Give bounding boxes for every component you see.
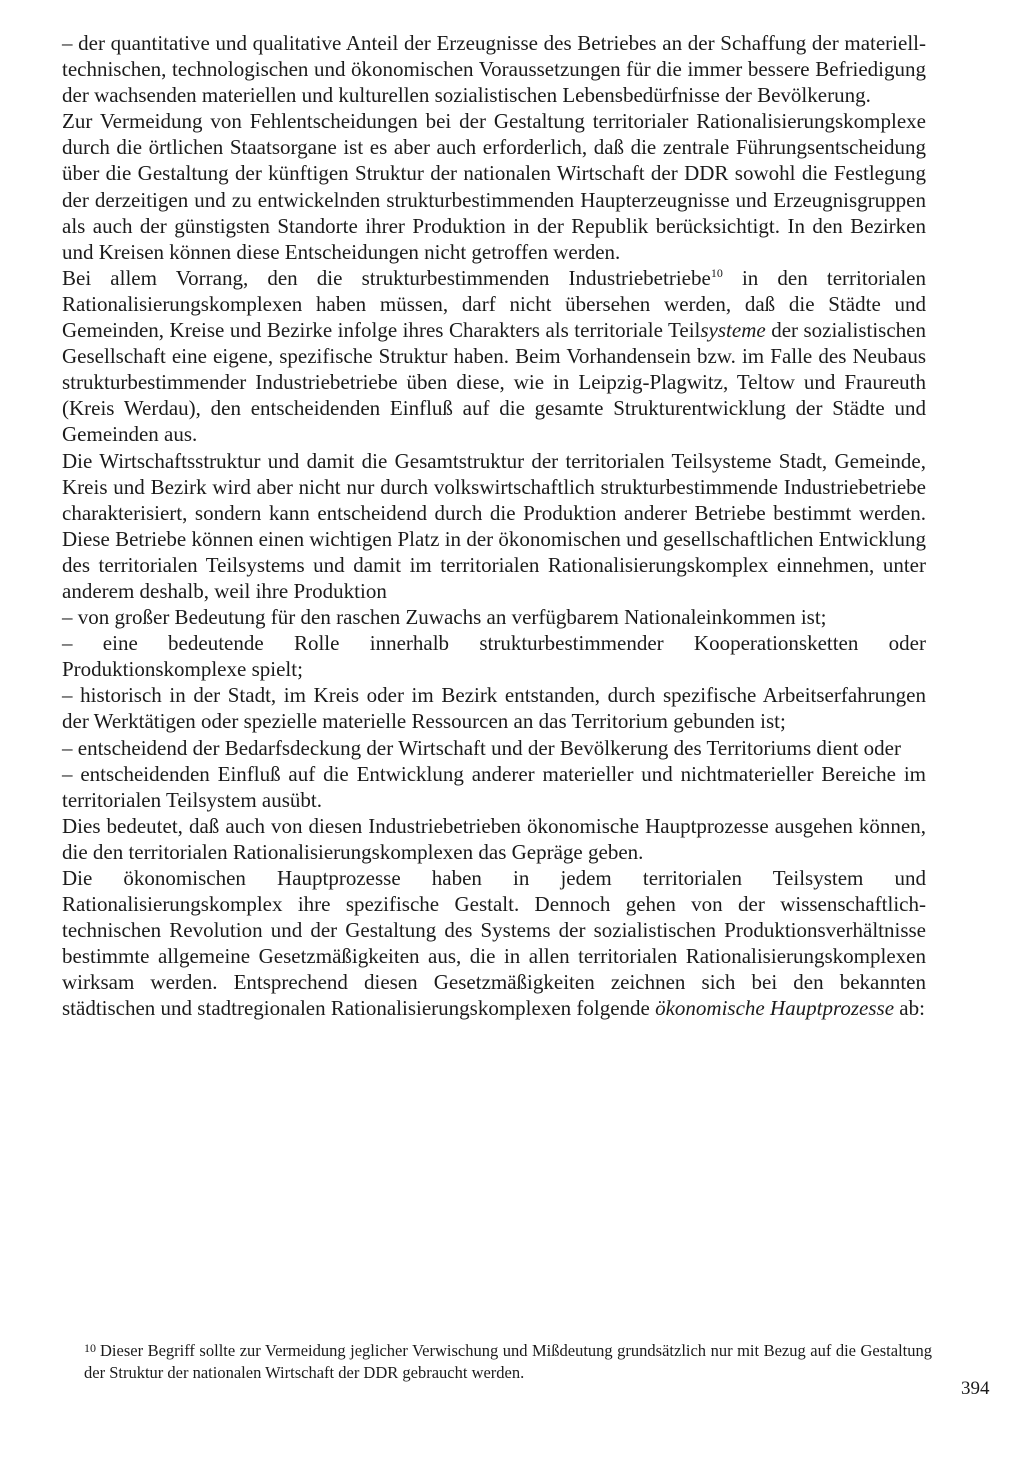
footnote-text: Dieser Begriff sollte zur Vermeidung jeglicher Verwischung und Mißdeutung grundsätzlich nur mit Bezug auf die Gestaltung der Struktur der nationalen Wirtschaft der DDR gebraucht werden. [84,1341,932,1382]
paragraph-hauptprozesse-part2: ab: [894,996,925,1021]
footnote [84,1337,932,1384]
paragraph-dies-bedeutet: Dies bedeutet, daß auch von diesen Industriebetrieben ökonomische Hauptprozesse ausgehen können, die den territorialen Rationalisierungskomplexen das Gepräge geben. [62,813,926,864]
list-item-nationaleinkommen: – von großer Bedeutung für den raschen Zuwachs an verfügbarem Nationaleinkommen ist; [62,605,827,630]
paragraph-hauptprozesse-part1: Die ökonomischen Hauptprozesse haben in jedem territorialen Teilsystem und Rationalisierungskomplex ihre spezifische Gestalt. Dennoch gehen von der wissenschaftlich-technischen Revolution und der Gestaltung des Systems der sozialistischen Produktionsverhältnisse bestimmte allgemeine Gesetzmäßigkeiten aus, die in allen territorialen Rationalisierungskomplexen wirksam werden. Entsprechend diesen Gesetzmäßigkeiten zeichnen sich bei den bekannten städtischen und stadtregionalen Rationalisierungskomplexen folgende [62,866,926,1021]
paragraph-hauptprozesse-italic: ökonomische Hauptprozesse [655,996,895,1021]
paragraph-vorrang-part2: in den territorialen Rationalisierungskomplexen haben müssen, darf nicht übersehen werden, daß die Städte und Gemeinden, Kreise und Bezirke infolge ihres Charakters als territoriale Teil [62,265,926,343]
list-item-einfluss: – entscheidenden Einfluß auf die Entwicklung anderer materieller und nichtmaterieller Bereiche im territorialen Teilsystem ausübt. [62,761,926,812]
list-item-bedarfsdeckung: – entscheidend der Bedarfsdeckung der Wirtschaft und der Bevölkerung des Territoriums dient oder [62,735,901,760]
list-item-historisch: – historisch in der Stadt, im Kreis oder im Bezirk entstanden, durch spezifische Arbeitserfahrungen der Werktätigen oder spezielle materielle Ressourcen an das Territorium gebunden ist; [62,683,926,734]
footnote-marker: 10 [84,1341,96,1355]
paragraph-vorrang-italic: systeme [700,318,766,343]
paragraph-fehlentscheidungen: Zur Vermeidung von Fehlentscheidungen bei der Gestaltung territorialer Rationalisierungskomplexe durch die örtlichen Staatsorgane ist es aber auch erforderlich, daß die zentrale Führungsentscheidung über die Gestaltung der künftigen Struktur der nationalen Wirtschaft der DDR sowohl die Festlegung der derzeitigen und zu entwickelnden strukturbestimmenden Haupterzeugnisse und Erzeugnisgruppen als auch der günstigsten Standorte ihrer Produktion in der Republik berücksichtigt. In den Bezirken und Kreisen können diese Entscheidungen nicht getroffen werden. [62,109,926,264]
paragraph-vorrang [62,265,926,448]
page-number: 394 [961,1378,990,1399]
paragraph-vorrang-part1: Bei allem Vorrang, den die strukturbestimmenden Industriebetriebe [62,265,711,290]
paragraph-hauptprozesse [62,865,926,1022]
list-item-kooperationsketten: – eine bedeutende Rolle innerhalb strukturbestimmender Kooperationsketten oder Produktionskomplexe spielt; [62,631,926,682]
paragraph-wirtschaftsstruktur: Die Wirtschaftsstruktur und damit die Gesamtstruktur der territorialen Teilsysteme Stadt, Gemeinde, Kreis und Bezirk wird aber nicht nur durch volkswirtschaftlich strukturbestimmende Industriebetriebe charakterisiert, sondern kann entscheidend durch die Produktion anderer Betriebe bestimmt werden. Diese Betriebe können einen wichtigen Platz in der ökonomischen und gesellschaftlichen Entwicklung des territorialen Teilsystems und damit im territorialen Rationalisierungskomplex einnehmen, unter anderem deshalb, weil ihre Produktion [62,448,926,603]
body-text [62,30,926,1022]
footnote-reference: 10 [710,265,723,280]
footnotes [84,1337,932,1384]
list-item-first: – der quantitative und qualitative Anteil der Erzeugnisse des Betriebes an der Schaffung der materiell-technischen, technologischen und ökonomischen Voraussetzungen für die immer bessere Befriedigung der wachsenden materiellen und kulturellen sozialistischen Lebensbedürfnisse der Bevölkerung. [62,31,926,108]
paragraph-vorrang-part3: der sozialistischen Gesellschaft eine eigene, spezifische Struktur haben. Beim Vorhandensein bzw. im Falle des Neubaus strukturbestimmender Industriebetriebe üben diese, wie in Leipzig-Plagwitz, Teltow und Fraureuth (Kreis Werdau), den entscheidenden Einfluß auf die gesamte Strukturentwicklung der Städte und Gemeinden aus. [62,318,926,447]
